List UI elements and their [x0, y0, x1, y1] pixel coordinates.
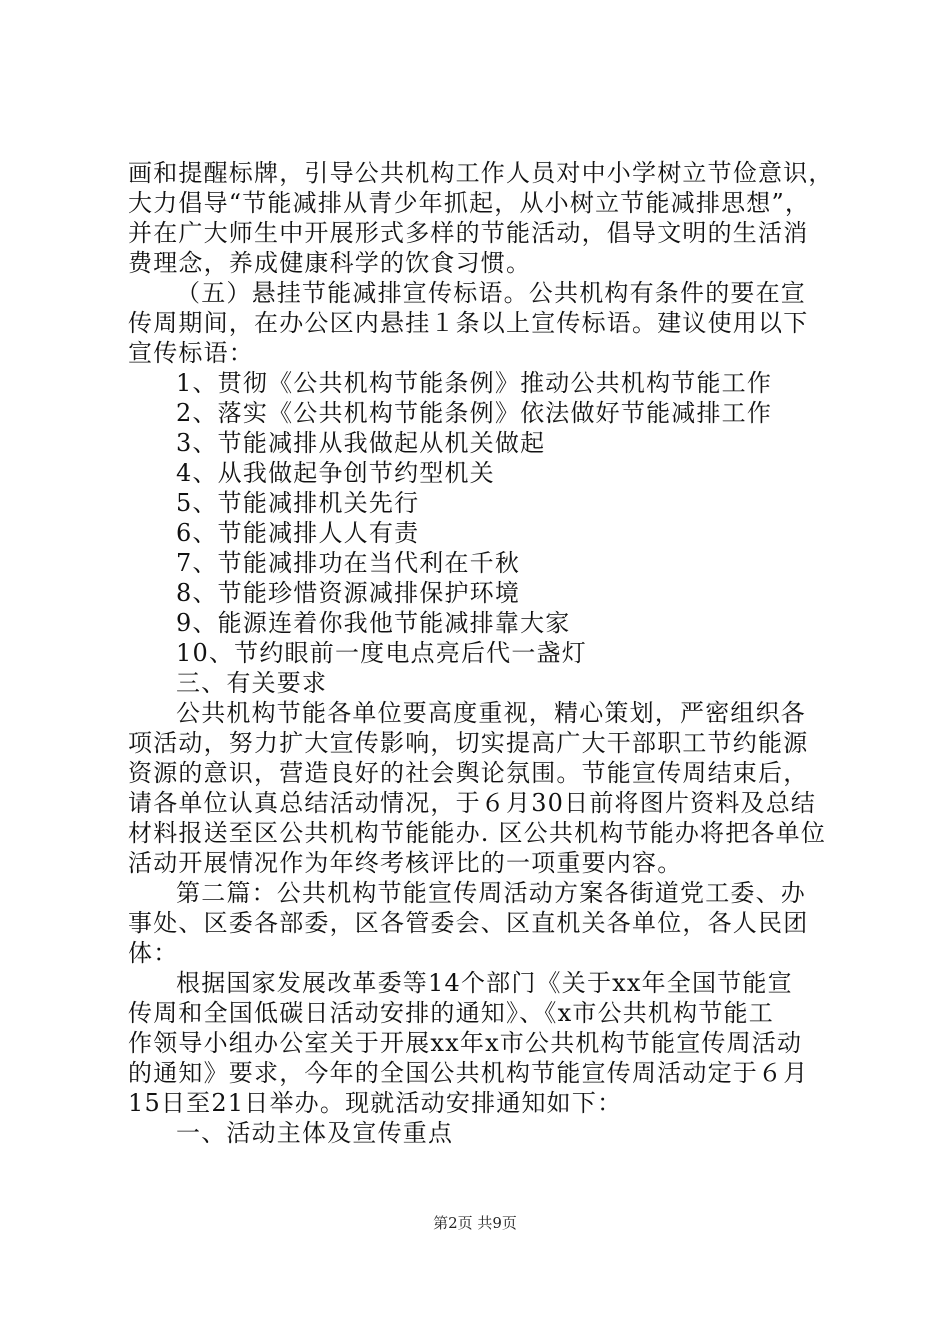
text-line: 并在广大师生中开展形式多样的节能活动，倡导文明的生活消	[128, 219, 809, 247]
text-line: 画和提醒标牌，引导公共机构工作人员对中小学树立节俭意识，	[128, 159, 834, 187]
text-line: 材料报送至区公共机构节能能办. 区公共机构节能办将把各单位	[128, 819, 827, 847]
text-line: 事处、区委各部委，区各管委会、区直机关各单位，各人民团	[128, 909, 809, 937]
text-line: 资源的意识，营造良好的社会舆论氛围。节能宣传周结束后，	[128, 759, 809, 787]
slogan-item: 5、节能减排机关先行	[176, 489, 420, 517]
slogan-item: 9、能源连着你我他节能减排靠大家	[176, 609, 571, 637]
text-line: 活动开展情况作为年终考核评比的一项重要内容。	[128, 849, 683, 877]
slogan-item: 2、落实《公共机构节能条例》依法做好节能减排工作	[176, 399, 773, 427]
slogan-item: 3、节能减排从我做起从机关做起	[176, 429, 546, 457]
text-line: 作领导小组办公室关于开展xx年x市公共机构节能宣传周活动	[128, 1029, 803, 1057]
text-line: 传周期间，在办公区内悬挂１条以上宣传标语。建议使用以下	[128, 309, 809, 337]
text-line: 项活动，努力扩大宣传影响，切实提高广大干部职工节约能源	[128, 729, 809, 757]
text-line: 费理念，养成健康科学的饮食习惯。	[128, 249, 532, 277]
text-line: 15日至21日举办。现就活动安排通知如下：	[128, 1089, 623, 1117]
slogan-item: 4、从我做起争创节约型机关	[176, 459, 495, 487]
document-body	[128, 158, 834, 1148]
text-line: （五）悬挂节能减排宣传标语。公共机构有条件的要在宣	[176, 279, 806, 307]
slogan-item: 7、节能减排功在当代利在千秋	[176, 549, 521, 577]
slogan-item: 6、节能减排人人有责	[176, 519, 420, 547]
slogan-item: 1、贯彻《公共机构节能条例》推动公共机构节能工作	[176, 369, 773, 397]
text-line: 大力倡导“节能减排从青少年抓起，从小树立节能减排思想”，	[128, 189, 811, 217]
text-line: 公共机构节能各单位要高度重视，精心策划，严密组织各	[176, 699, 806, 727]
section-heading: 三、有关要求	[176, 669, 328, 697]
text-line: 根据国家发展改革委等14个部门《关于xx年全国节能宣	[176, 969, 793, 997]
text-line: 请各单位认真总结活动情况，于６月30日前将图片资料及总结	[128, 789, 817, 817]
text-line: 的通知》要求，今年的全国公共机构节能宣传周活动定于６月	[128, 1059, 809, 1087]
slogan-item: 10、节约眼前一度电点亮后代一盏灯	[176, 639, 587, 667]
text-line: 体：	[128, 939, 179, 967]
slogan-item: 8、节能珍惜资源减排保护环境	[176, 579, 521, 607]
text-line: 传周和全国低碳日活动安排的通知》、《x市公共机构节能工	[128, 999, 774, 1027]
section-heading: 一、活动主体及宣传重点	[176, 1119, 454, 1147]
text-line: 宣传标语：	[128, 339, 254, 367]
text-line: 第二篇：公共机构节能宣传周活动方案各街道党工委、办	[176, 879, 806, 907]
page-footer: 第2页 共9页	[433, 1214, 517, 1232]
